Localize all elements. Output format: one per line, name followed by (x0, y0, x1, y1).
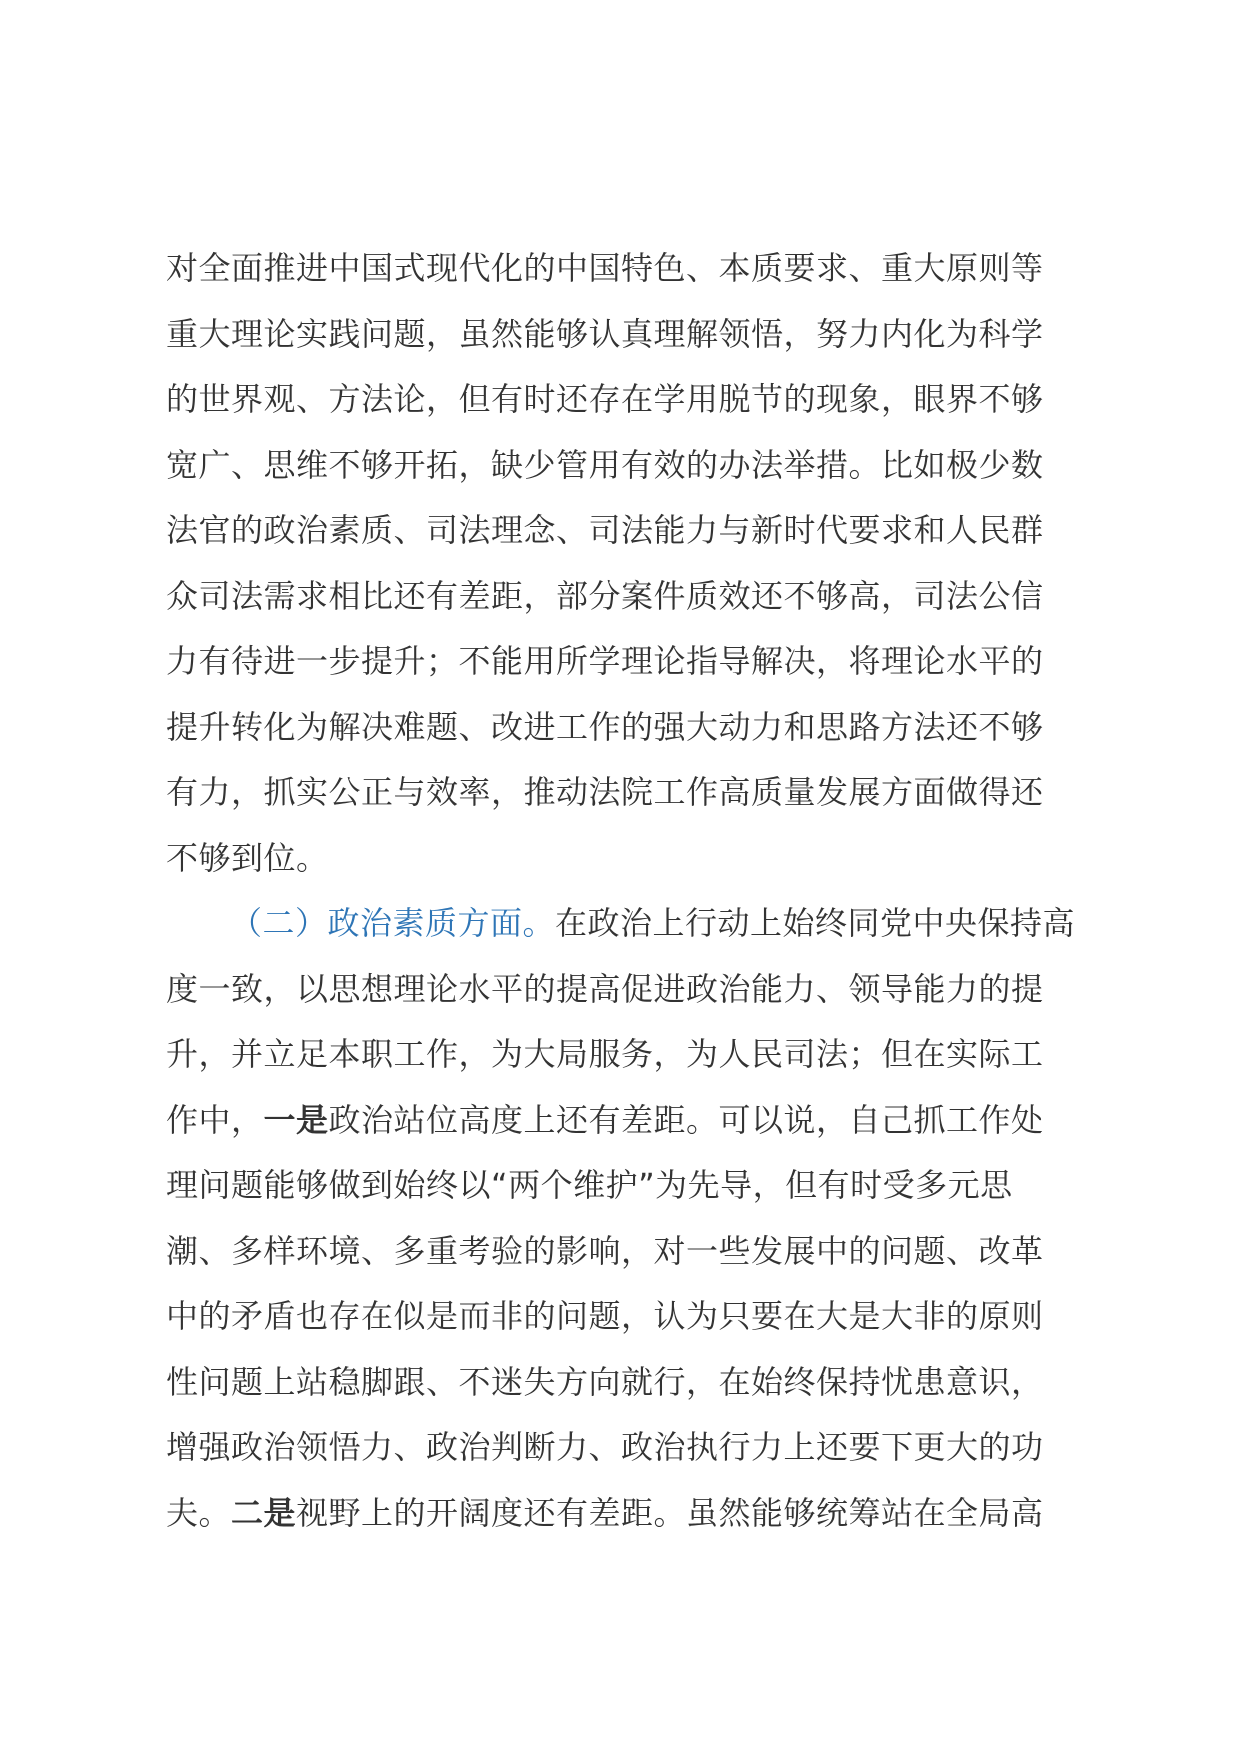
text-line: 对全面推进中国式现代化的中国特色、本质要求、重大原则等 (166, 249, 1044, 287)
text-line: 的世界观、方法论，但有时还存在学用脱节的现象，眼界不够 (166, 380, 1044, 418)
text-line: 不够到位。 (166, 838, 329, 877)
text-line (166, 891, 1086, 957)
text-line: 法官的政治素质、司法理念、司法能力与新时代要求和人民群 (166, 511, 1044, 549)
text-line: 潮、多样环境、多重考验的影响，对一些发展中的问题、改革 (166, 1231, 1044, 1270)
paragraph-1 (166, 236, 1086, 891)
document-body (166, 236, 1086, 1546)
text-line: 有力，抓实公正与效率，推动法院工作高质量发展方面做得还 (166, 773, 1044, 811)
section-heading: （二）政治素质方面。 (230, 904, 556, 942)
text-run: 政治站位高度上还有差距。可以说，自己抓工作处 (328, 1100, 1044, 1139)
text-line (166, 1481, 1086, 1547)
paragraph-2 (166, 891, 1086, 1546)
text-line: 增强政治领悟力、政治判断力、政治执行力上还要下更大的功 (166, 1428, 1044, 1466)
text-line: 度一致，以思想理论水平的提高促进政治能力、领导能力的提 (166, 969, 1044, 1008)
text-line: 性问题上站稳脚跟、不迷失方向就行，在始终保持忧患意识， (166, 1362, 1044, 1401)
text-run: 夫。 (166, 1493, 232, 1532)
text-line: 提升转化为解决难题、改进工作的强大动力和思路方法还不够 (166, 707, 1044, 746)
text-line: 重大理论实践问题，虽然能够认真理解领悟，努力内化为科学 (166, 314, 1044, 353)
text-line: 众司法需求相比还有差距，部分案件质效还不够高，司法公信 (166, 576, 1044, 615)
text-line: 理问题能够做到始终以“两个维护”为先导，但有时受多元思 (166, 1166, 1013, 1204)
text-line: 力有待进一步提升；不能用所学理论指导解决，将理论水平的 (166, 642, 1044, 680)
text-run: 作中， (166, 1100, 264, 1139)
bold-marker: 一是 (263, 1100, 329, 1139)
text-line: 中的矛盾也存在似是而非的问题，认为只要在大是大非的原则 (166, 1297, 1044, 1335)
bold-marker: 二是 (231, 1493, 297, 1532)
text-line (166, 1088, 1086, 1154)
text-line: 宽广、思维不够开拓，缺少管用有效的办法举措。比如极少数 (166, 445, 1044, 484)
text-run: 视野上的开阔度还有差距。虽然能够统筹站在全局高 (296, 1493, 1044, 1532)
text-run: 在政治上行动上始终同党中央保持高 (555, 904, 1076, 942)
text-line: 升，并立足本职工作，为大局服务，为人民司法；但在实际工 (166, 1035, 1044, 1073)
